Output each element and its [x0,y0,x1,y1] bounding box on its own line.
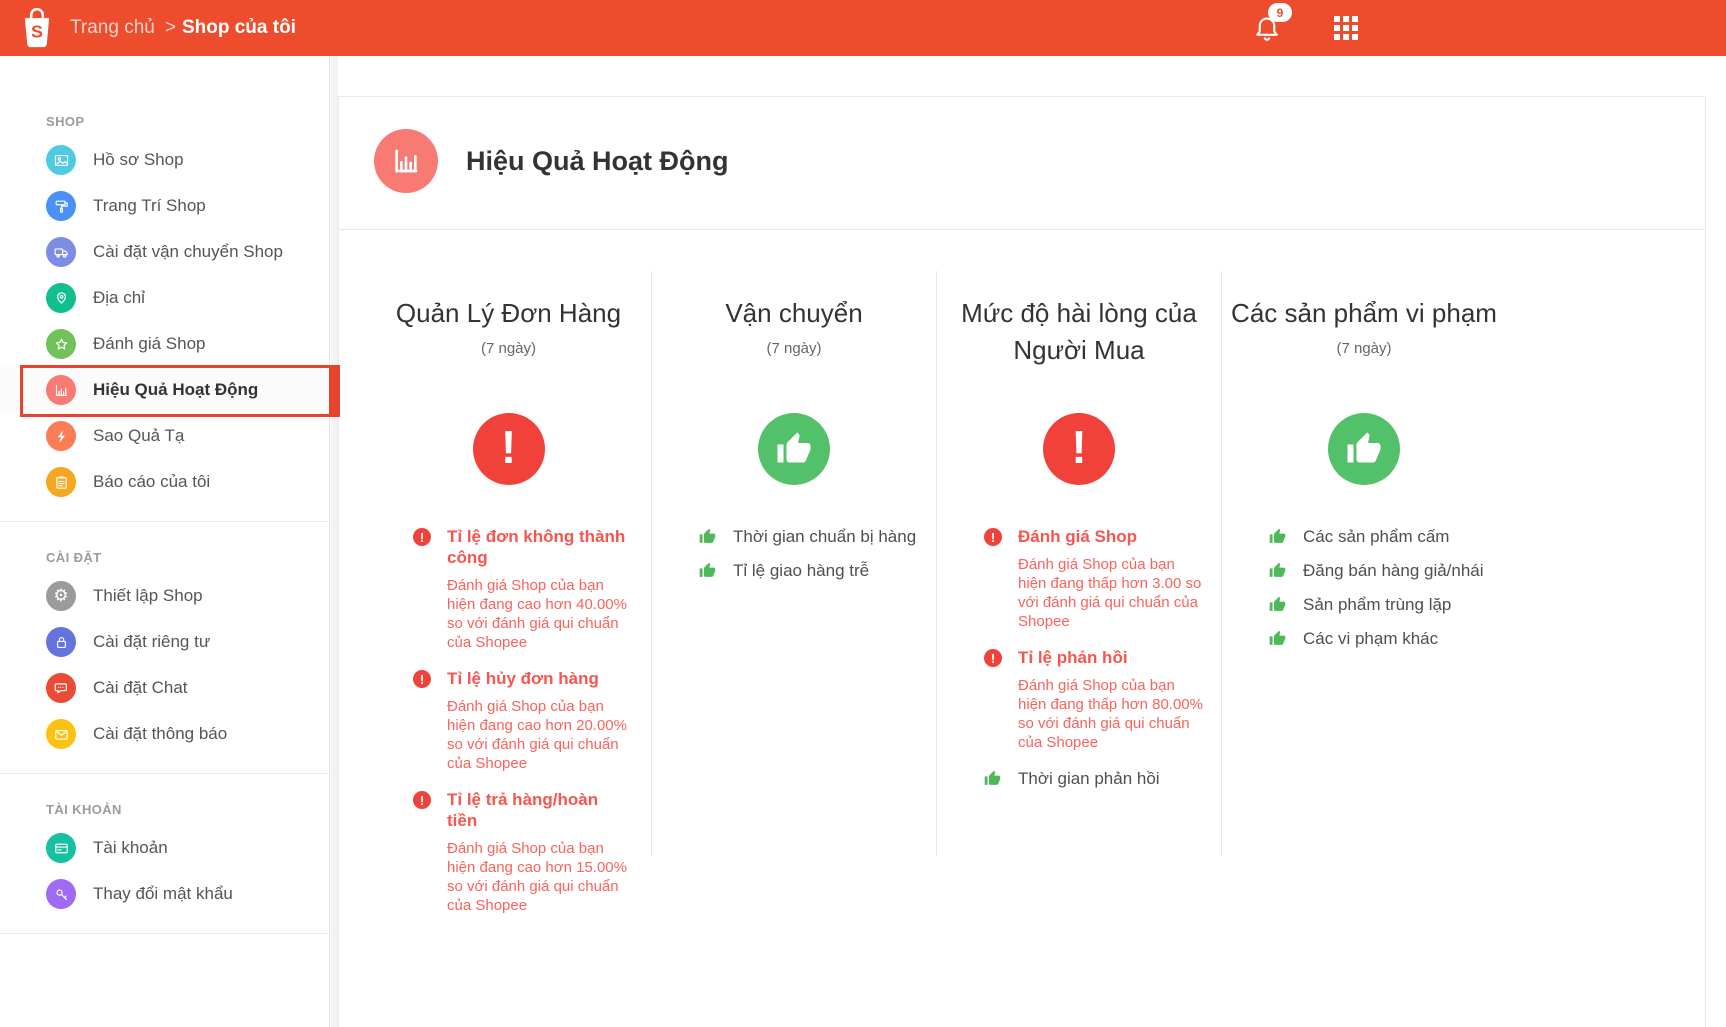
shopee-logo-icon[interactable] [18,7,56,49]
performance-icon [46,375,76,405]
sidebar-item-notification-settings[interactable] [0,711,329,757]
column-items [699,526,924,594]
metric-item [1269,526,1494,547]
metric-title: Đăng bán hàng giả/nhái [1303,561,1484,580]
metric-title: Thời gian chuẩn bị hàng [733,527,917,546]
chat-settings-icon [46,673,76,703]
metric-item [984,526,1209,631]
sidebar-item-label: Đánh giá Shop [93,334,206,353]
metric-description: Đánh giá Shop của bạn hiện đang cao hơn 40.00% so với đánh giá qui chuẩn của Shopee [447,577,627,651]
penalty-icon [46,421,76,451]
warning-status-icon: ! [473,413,545,485]
sidebar-item-label: Sao Quả Tạ [93,426,185,445]
sidebar-item-penalty[interactable] [0,413,329,459]
sidebar-item-performance[interactable] [0,367,329,413]
metric-description: Đánh giá Shop của bạn hiện đang thấp hơn 80.00% so với đánh giá qui chuẩn của Shopee [1018,677,1203,751]
metric-item [1269,594,1494,615]
sidebar-item-shop-rating[interactable] [0,321,329,367]
sidebar-item-label: Báo cáo của tôi [93,472,211,491]
sidebar-item-privacy-settings[interactable] [0,619,329,665]
shop-decoration-icon [46,191,76,221]
metric-title: Tỉ lệ trả hàng/hoàn tiền [447,790,599,830]
good-status-icon [1328,413,1400,485]
metric-item [984,768,1209,789]
performance-column [366,271,651,914]
performance-panel [338,96,1706,1027]
sidebar-item-change-password[interactable] [0,871,329,917]
thumb-up-icon [1269,596,1286,613]
notification-bell-icon[interactable] [1252,5,1284,43]
sidebar-item-label: Tài khoản [93,838,168,857]
warning-status-icon: ! [1043,413,1115,485]
sidebar-item-shop-decoration[interactable] [0,183,329,229]
sidebar-item-label: Địa chỉ [93,288,145,307]
breadcrumb-home[interactable]: Trang chủ [70,17,155,38]
sidebar-section-title: TÀI KHOẢN [46,802,122,817]
metric-title: Các sản phẩm cấm [1303,527,1450,546]
address-icon [46,283,76,313]
topbar [0,0,1726,56]
metric-item [413,526,639,652]
column-period: (7 ngày) [1336,340,1392,357]
notification-settings-icon [46,719,76,749]
column-period: (7 ngày) [480,340,537,357]
sidebar-item-label: Hồ sơ Shop [93,150,184,169]
warning-badge-icon: ! [413,791,431,809]
thumb-up-icon [1269,562,1286,579]
shop-settings-icon: ⚙ [46,581,76,611]
metric-title: Tỉ lệ hủy đơn hàng [447,669,599,688]
privacy-settings-icon [46,627,76,657]
account-icon [46,833,76,863]
column-title: Các sản phẩm vi phạm [1231,298,1497,328]
metric-item [699,560,924,581]
sidebar-item-label: Thay đổi mật khẩu [93,884,233,903]
sidebar-item-label: Trang Trí Shop [93,196,206,215]
sidebar-item-label: Cài đặt vận chuyển Shop [93,242,283,261]
notification-badge: 9 [1268,3,1292,22]
thumb-up-icon [1269,528,1286,545]
metric-item [413,789,639,915]
shop-profile-icon [46,145,76,175]
column-period: (7 ngày) [766,340,822,357]
performance-icon [374,129,438,193]
column-title: Quản Lý Đơn Hàng [395,298,622,328]
sidebar-divider [0,773,329,774]
shop-rating-icon [46,329,76,359]
column-title: Mức độ hài lòng của Người Mua [961,298,1197,365]
warning-badge-icon: ! [413,670,431,688]
sidebar-item-shop-settings[interactable] [0,573,329,619]
sidebar-item-label: Cài đặt Chat [93,678,188,697]
sidebar-item-shipping-settings[interactable] [0,229,329,275]
sidebar-item-my-report[interactable] [0,459,329,505]
sidebar-item-label: Thiết lập Shop [93,586,203,605]
metric-item [413,668,639,773]
performance-column [1221,271,1506,856]
thumb-up-icon [699,562,716,579]
sidebar-item-label: Hiệu Quả Hoạt Động [93,380,259,399]
thumb-up-icon [699,528,716,545]
warning-badge-icon: ! [413,528,431,546]
sidebar-item-chat-settings[interactable] [0,665,329,711]
sidebar-divider [0,521,329,522]
change-password-icon [46,879,76,909]
breadcrumb-current: Shop của tôi [181,17,296,38]
sidebar-section-title: CÀI ĐẶT [46,550,102,565]
sidebar-divider [0,933,329,934]
good-status-icon [758,413,830,485]
column-items [1269,526,1494,662]
metric-description: Đánh giá Shop của bạn hiện đang thấp hơn 3.00 so với đánh giá qui chuẩn của Shopee [1018,556,1202,630]
thumb-up-icon [984,770,1001,787]
warning-badge-icon: ! [984,649,1002,667]
metric-title: Sản phẩm trùng lặp [1303,595,1452,614]
apps-grid-icon[interactable] [1334,16,1358,40]
metric-description: Đánh giá Shop của bạn hiện đang cao hơn 15.00% so với đánh giá qui chuẩn của Shopee [447,840,627,914]
sidebar-item-shop-profile[interactable] [0,137,329,183]
breadcrumb-separator: > [164,17,176,38]
thumb-up-icon [1269,630,1286,647]
metric-title: Thời gian phản hồi [1018,769,1160,788]
metric-title: Tỉ lệ giao hàng trễ [733,561,870,580]
metric-item [984,647,1209,752]
metric-title: Đánh giá Shop [1018,527,1137,546]
sidebar-item-address[interactable] [0,275,329,321]
sidebar-item-label: Cài đặt thông báo [93,724,228,743]
column-items [413,526,639,931]
panel-header [339,97,1705,230]
svg-text:S: S [31,21,43,42]
column-title: Vận chuyển [725,298,863,328]
metric-title: Các vi phạm khác [1303,629,1439,648]
performance-columns [366,271,1506,914]
metric-title: Tỉ lệ phản hồi [1018,648,1128,667]
performance-column [651,271,936,856]
sidebar [0,56,330,1027]
sidebar-section-title: SHOP [46,114,85,129]
metric-item [699,526,924,547]
my-report-icon [46,467,76,497]
metric-title: Tỉ lệ đơn không thành công [447,527,626,567]
metric-item [1269,628,1494,649]
warning-badge-icon: ! [984,528,1002,546]
content-gutter [331,56,338,1027]
sidebar-item-label: Cài đặt riêng tư [93,632,211,651]
sidebar-item-account[interactable] [0,825,329,871]
metric-description: Đánh giá Shop của bạn hiện đang cao hơn 20.00% so với đánh giá qui chuẩn của Shopee [447,698,627,772]
metric-item [1269,560,1494,581]
page-title: Hiệu Quả Hoạt Động [466,145,729,176]
performance-column [936,271,1221,856]
column-items [984,526,1209,802]
shipping-settings-icon [46,237,76,267]
